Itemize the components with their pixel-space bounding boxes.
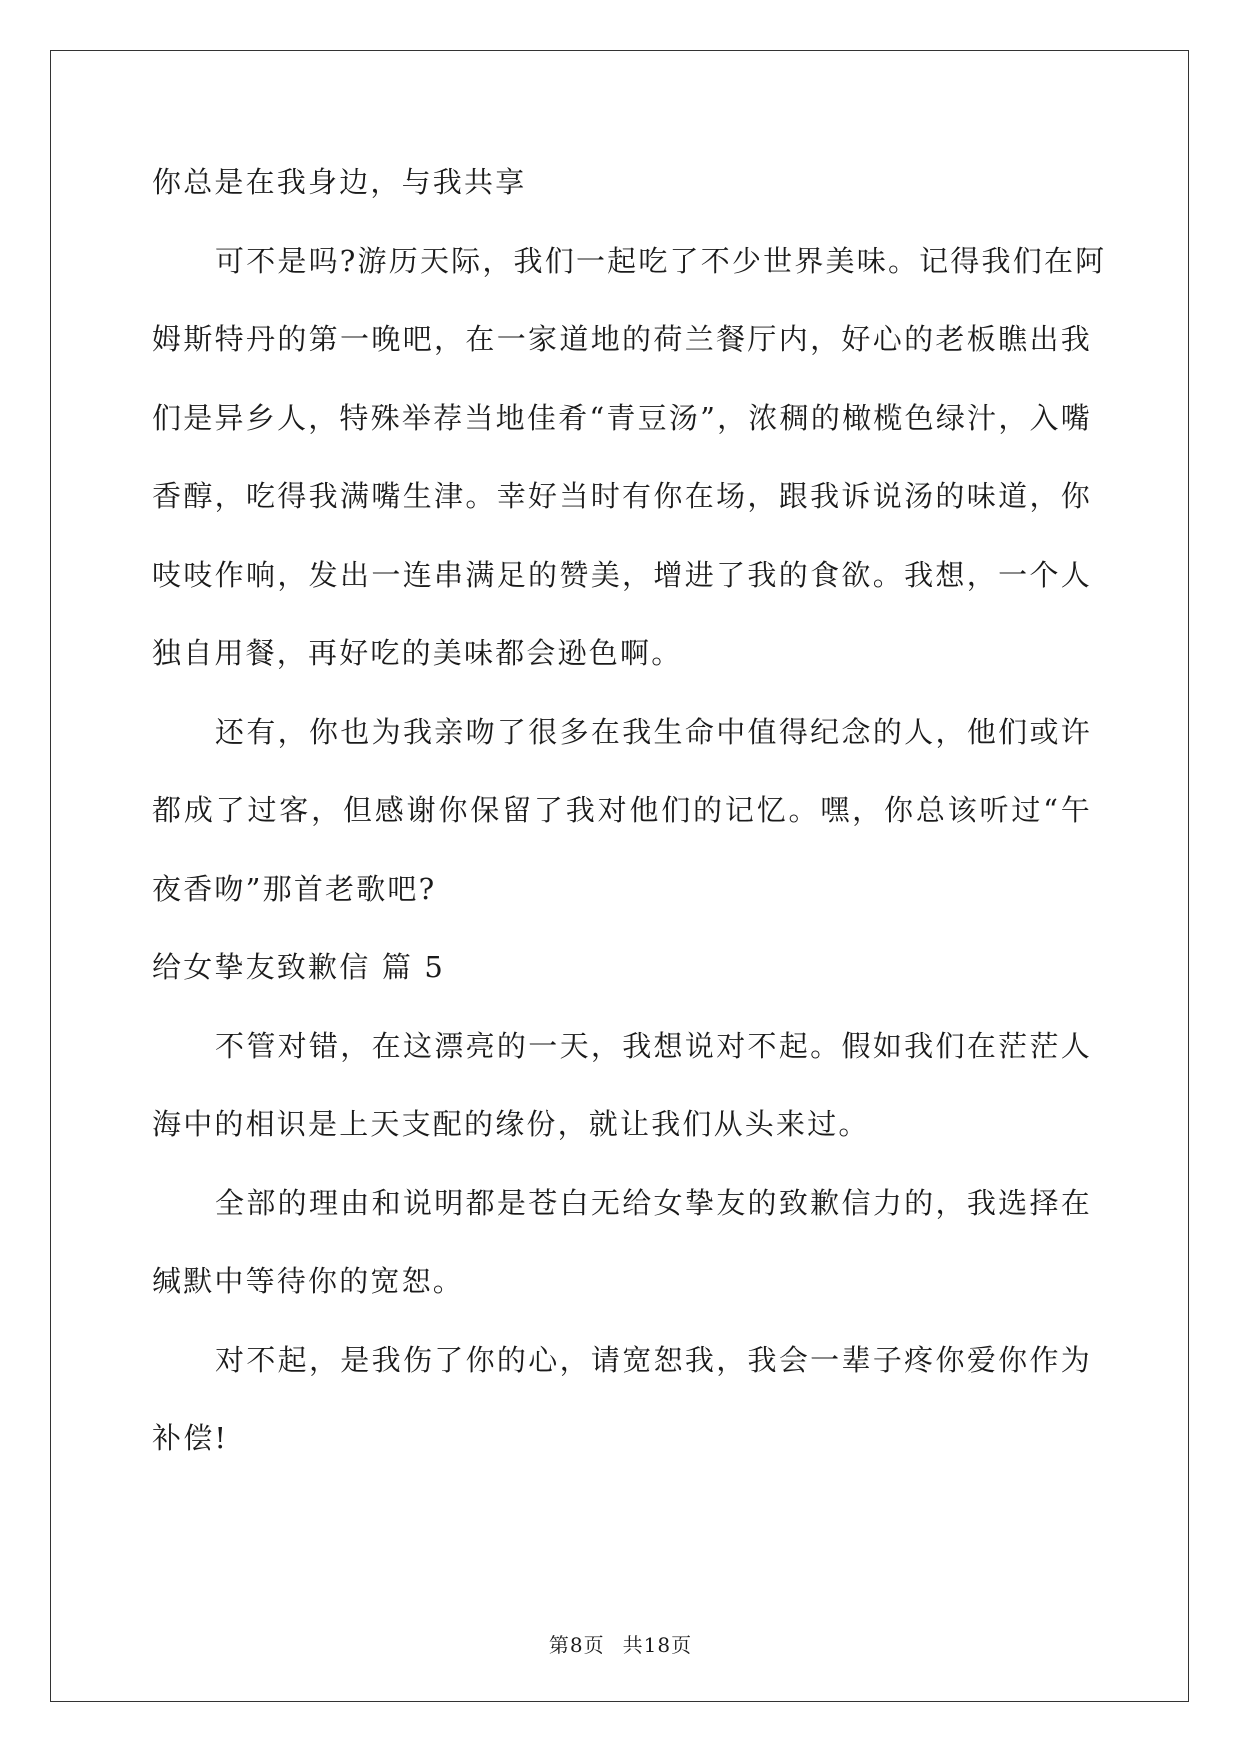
text-line: 你总是在我身边，与我共享 bbox=[152, 165, 527, 199]
text-line: 不管对错，在这漂亮的一天，我想说对不起。假如我们在茫茫人 bbox=[215, 1029, 1092, 1063]
text-line: 全部的理由和说明都是苍白无给女挚友的致歉信力的，我选择在 bbox=[215, 1186, 1092, 1220]
text-line: 海中的相识是上天支配的缘份，就让我们从头来过。 bbox=[152, 1107, 870, 1141]
text-line: 吱吱作响，发出一连串满足的赞美，增进了我的食欲。我想，一个人 bbox=[152, 558, 1092, 592]
text-line: 们是异乡人，特殊举荐当地佳肴“青豆汤”，浓稠的橄榄色绿汁，入嘴 bbox=[152, 401, 1092, 435]
text-line: 香醇，吃得我满嘴生津。幸好当时有你在场，跟我诉说汤的味道，你 bbox=[152, 479, 1092, 513]
text-line: 还有，你也为我亲吻了很多在我生命中值得纪念的人，他们或许 bbox=[215, 715, 1092, 749]
text-line: 补偿! bbox=[152, 1421, 229, 1455]
page-total: 共18页 bbox=[622, 1633, 693, 1657]
text-line: 夜香吻”那首老歌吧? bbox=[152, 872, 437, 906]
text-line: 都成了过客，但感谢你保留了我对他们的记忆。嘿，你总该听过“午 bbox=[152, 793, 1092, 827]
page-number: 第8页 bbox=[548, 1633, 605, 1657]
text-line: 缄默中等待你的宽恕。 bbox=[152, 1264, 465, 1298]
text-line: 独自用餐，再好吃的美味都会逊色啊。 bbox=[152, 636, 683, 670]
section-heading: 给女挚友致歉信 篇 5 bbox=[152, 950, 446, 984]
text-line: 可不是吗?游历天际，我们一起吃了不少世界美味。记得我们在阿 bbox=[215, 244, 1107, 278]
text-line: 对不起，是我伤了你的心，请宽恕我，我会一辈子疼你爱你作为 bbox=[215, 1343, 1092, 1377]
page-footer bbox=[0, 1631, 1241, 1659]
text-line: 姆斯特丹的第一晚吧，在一家道地的荷兰餐厅内，好心的老板瞧出我 bbox=[152, 322, 1092, 356]
